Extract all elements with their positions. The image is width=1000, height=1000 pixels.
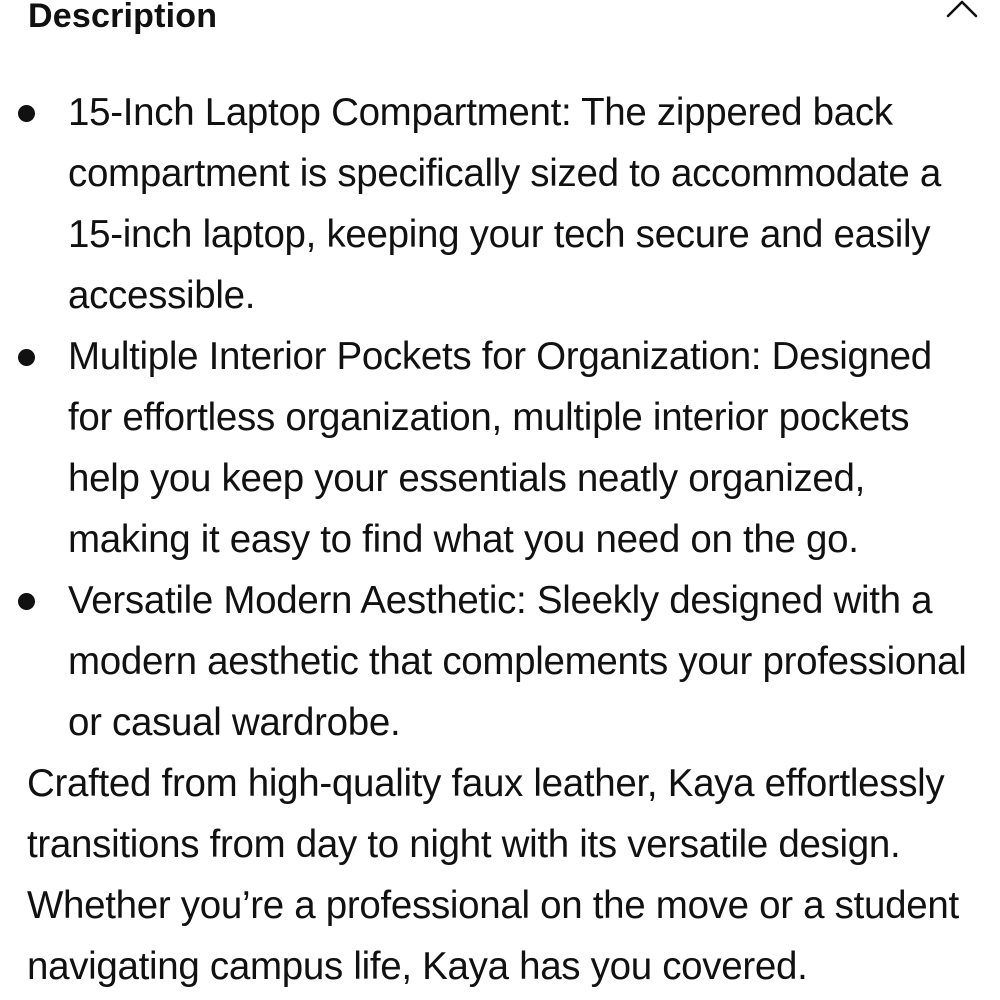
- bullet-dot: [18, 349, 35, 366]
- feature-text: 15-Inch Laptop Compartment: The zippered back compartment is specifically sized to accommodate a 15-inch laptop, keeping your tech secure and easily accessible.: [68, 91, 942, 317]
- description-accordion-header[interactable]: [0, 0, 1000, 44]
- bullet-dot: [18, 593, 35, 610]
- description-paragraph: Crafted from high-quality faux leather, Kaya effortlessly transitions from day to night with its versatile design. Whether you’re a professional on the move or a student navigating campus life, Kaya has you covered.: [27, 762, 959, 988]
- bullet-dot: [18, 105, 35, 122]
- feature-list-item: [0, 326, 1000, 570]
- feature-list-item: [0, 82, 1000, 326]
- feature-list: [0, 82, 1000, 753]
- description-content: [0, 82, 1000, 997]
- description-title: Description: [28, 0, 218, 35]
- feature-text: Multiple Interior Pockets for Organization: Designed for effortless organization, multiple interior pockets help you keep your essentials neatly organized, making it easy to find what you need on the go.: [68, 335, 932, 561]
- feature-list-item: [0, 570, 1000, 753]
- feature-text: Versatile Modern Aesthetic: Sleekly designed with a modern aesthetic that complements your professional or casual wardrobe.: [68, 579, 967, 744]
- chevron-up-icon[interactable]: [942, 0, 982, 26]
